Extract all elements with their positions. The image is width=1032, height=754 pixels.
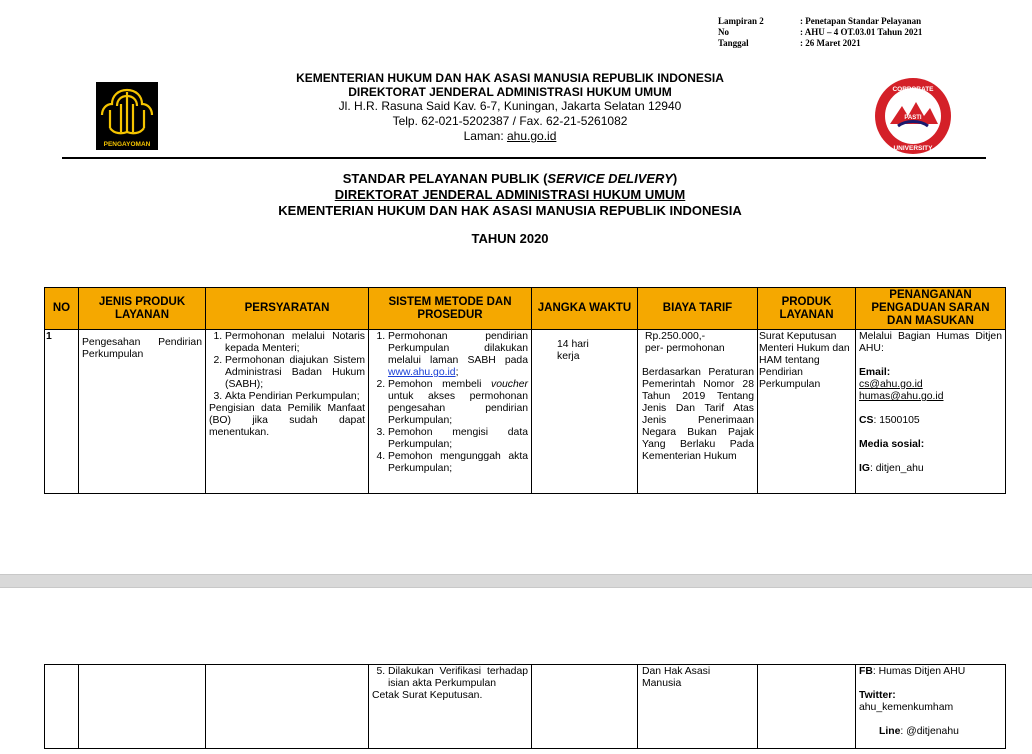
medsos-label: Media sosial: (859, 439, 925, 450)
logo-center-text: PASTI (904, 115, 922, 121)
spacer (859, 403, 1002, 415)
service-standard-table-continued (44, 664, 1006, 749)
website-label: Laman: (463, 129, 507, 143)
title-italic: SERVICE DELIVERY (547, 171, 673, 186)
biaya-basis: Berdasarkan Peraturan Pemerintah Nomor 28 Tahun 2019 Tentang Jenis Dan Tarif Atas Jenis Penerimaan Negara Bukan Pajak Yang Berlaku Pada Kementerian Hukum (642, 367, 754, 462)
address: Jl. H.R. Rasuna Said Kav. 6-7, Kuningan, Jakarta Selatan 12940 (338, 99, 682, 113)
cell-produk: Surat Keputusan Menteri Hukum dan HAM tentang Pendirian Perkumpulan (758, 330, 856, 494)
cell-penanganan (856, 665, 1006, 749)
penanganan-intro: Melalui Bagian Humas Ditjen AHU: (859, 331, 1002, 354)
ig-label: IG (859, 463, 870, 474)
prosedur-note: Cetak Surat Keputusan. (372, 690, 483, 701)
directorate-name: DIREKTORAT JENDERAL ADMINISTRASI HUKUM UMUM (348, 85, 672, 99)
pengayoman-logo (96, 82, 158, 150)
cell-jenis (79, 665, 206, 749)
twitter-line (859, 690, 1002, 702)
lampiran-value: : Penetapan Standar Pelayanan (800, 16, 922, 26)
spacer (859, 355, 1002, 367)
text: Pemohon membeli (388, 379, 492, 390)
cell-jangka (532, 665, 638, 749)
spacer (859, 427, 1002, 439)
text-italic: voucher (491, 379, 528, 390)
header-divider (62, 157, 986, 159)
list-item: 5. Dilakukan Verifikasi terhadap isian akta Perkumpulan (388, 666, 528, 690)
fb-line (859, 666, 1002, 678)
spacer (641, 355, 754, 367)
title-text: ) (672, 171, 678, 186)
text: untuk akses permohonan pengesahan pendirian Perkumpulan; (388, 391, 528, 426)
ig-value: : ditjen_ahu (869, 463, 924, 474)
spacer (859, 714, 1002, 726)
title-text: STANDAR PELAYANAN PUBLIK ( (342, 171, 548, 186)
lampiran-row (718, 38, 922, 49)
corporate-university-logo (868, 76, 958, 156)
text: ; (455, 367, 459, 378)
twitter-label: Twitter (859, 690, 893, 701)
ig-line (859, 463, 1002, 475)
biaya-unit: per- permohonan (645, 343, 725, 354)
col-header-jenis: JENIS PRODUK LAYANAN (79, 288, 206, 330)
twitter-handle: ahu_kemenkumham (859, 702, 954, 713)
col-header-prosedur: SISTEM METODE DAN PROSEDUR (369, 288, 532, 330)
list-item: 3. Pemohon mengisi data Perkumpulan; (388, 427, 528, 451)
cs-line (859, 415, 1002, 427)
line-line (859, 726, 1002, 738)
line-label: Line (879, 726, 901, 737)
cs-label: CS (859, 415, 874, 426)
cell-biaya (638, 330, 758, 494)
lampiran-row (718, 27, 922, 38)
title-line-1 (200, 171, 820, 187)
logo-caption: PENGAYOMAN (103, 141, 151, 148)
list-item (388, 331, 528, 379)
lampiran-key: No (718, 27, 729, 37)
lampiran-block (718, 16, 922, 49)
list-item: 4. Pemohon mengunggah akta Perkumpulan; (388, 451, 528, 475)
lampiran-key: Tanggal (718, 38, 749, 48)
list-item: 3. Akta Pendirian Perkumpulan; (225, 391, 365, 403)
table-header-row (45, 288, 1006, 330)
col-header-produk: PRODUK LAYANAN (758, 288, 856, 330)
persyaratan-note: Pengisian data Pemilik Manfaat (BO) jika sudah dapat menentukan. (209, 403, 365, 438)
cell-prosedur (369, 665, 532, 749)
title-line-3: KEMENTERIAN HUKUM DAN HAK ASASI MANUSIA REPUBLIK INDONESIA (278, 203, 742, 218)
text: Permohonan pendirian Perkumpulan dilakukan melalui laman SABH pada (388, 331, 528, 366)
lampiran-key: Lampiran 2 (718, 16, 764, 26)
cell-jangka (532, 330, 638, 494)
cell-produk (758, 665, 856, 749)
email-link-humas[interactable]: humas@ahu.go.id (859, 391, 944, 402)
lampiran-value: : AHU – 4 OT.03.01 Tahun 2021 (800, 27, 923, 37)
list-item: 2. Permohonan diajukan Sistem Administrasi Badan Hukum (SABH); (225, 355, 365, 391)
list-item: 1. Permohonan melalui Notaris kepada Menteri; (225, 331, 365, 355)
cell-persyaratan (206, 665, 369, 749)
letterhead (240, 71, 780, 144)
prosedur-list (372, 666, 528, 690)
table-row (45, 330, 1006, 494)
email-label: Email: (859, 367, 891, 378)
table-row (45, 665, 1006, 749)
cell-prosedur (369, 330, 532, 494)
cell-jenis: Pengesahan Pendirian Perkumpulan (79, 330, 206, 494)
phone-fax: Telp. 62-021-5202387 / Fax. 62-21-5261082 (392, 114, 628, 128)
logo-bottom-text: UNIVERSITY (893, 145, 933, 152)
jangka-text: 14 hari kerja (557, 339, 589, 362)
cell-no: 1 (45, 330, 79, 494)
spacer (859, 451, 1002, 463)
website-line (240, 129, 780, 144)
fb-value: : Humas Ditjen AHU (872, 666, 966, 677)
col-header-penanganan: PENANGANAN PENGADUAN SARAN DAN MASUKAN (856, 288, 1006, 330)
lampiran-value: : 26 Maret 2021 (800, 38, 861, 48)
col-header-jangka: JANGKA WAKTU (532, 288, 638, 330)
spacer (859, 678, 1002, 690)
prosedur-list (372, 331, 528, 475)
col-header-persyaratan: PERSYARATAN (206, 288, 369, 330)
website-link[interactable]: ahu.go.id (506, 129, 557, 143)
page-break (0, 574, 1032, 588)
fb-label: FB (859, 666, 873, 677)
col-header-no: NO (45, 288, 79, 330)
cs-value: : 1500105 (873, 415, 920, 426)
title-year: TAHUN 2020 (471, 231, 549, 246)
cell-no (45, 665, 79, 749)
logo-top-text: CORPORATE (892, 86, 934, 93)
cell-penanganan (856, 330, 1006, 494)
biaya-basis-cont: Dan Hak Asasi Manusia (642, 666, 711, 689)
document-title (200, 171, 820, 247)
line-value: : @ditjenahu (900, 726, 959, 737)
ministry-name: KEMENTERIAN HUKUM DAN HAK ASASI MANUSIA REPUBLIK INDONESIA (296, 71, 724, 85)
list-item (388, 379, 528, 427)
lampiran-row (718, 16, 922, 27)
title-line-2: DIREKTORAT JENDERAL ADMINISTRASI HUKUM UMUM (334, 187, 686, 202)
service-standard-table (44, 287, 1006, 494)
persyaratan-list (209, 331, 365, 403)
cell-persyaratan (206, 330, 369, 494)
twitter-colon: : (892, 690, 896, 701)
email-link-cs[interactable]: cs@ahu.go.id (859, 379, 923, 390)
biaya-amount: Rp.250.000,- (645, 331, 706, 342)
sabh-link[interactable]: www.ahu.go.id (388, 367, 456, 378)
cell-biaya (638, 665, 758, 749)
col-header-biaya: BIAYA TARIF (638, 288, 758, 330)
